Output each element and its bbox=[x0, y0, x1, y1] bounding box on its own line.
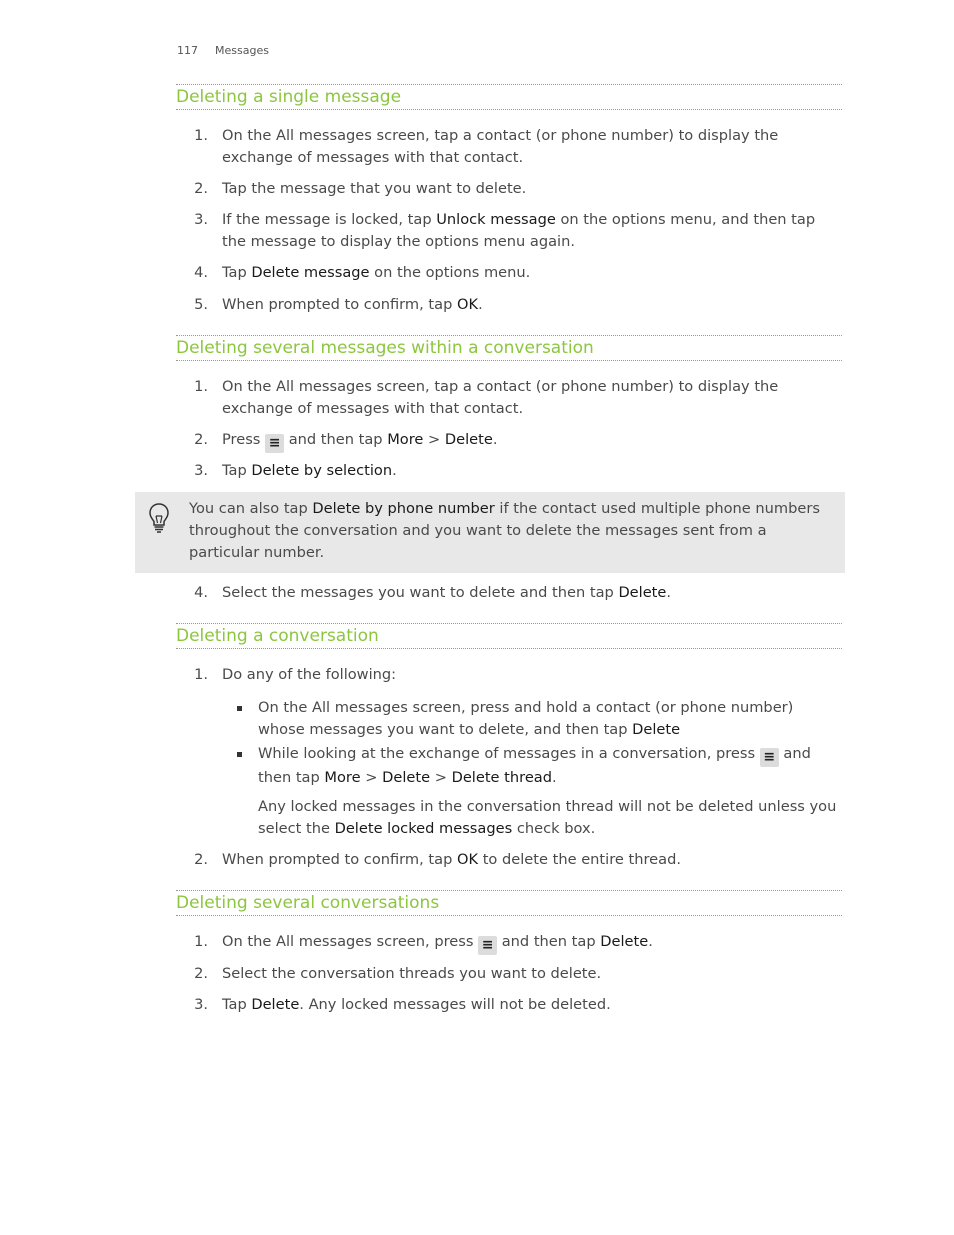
note-text: Any locked messages in the conversation thread will not be deleted unless you select the Delete locked messages check box. bbox=[258, 798, 837, 837]
list-item bbox=[176, 209, 842, 253]
step-number: 1. bbox=[194, 378, 208, 395]
step-number: 2. bbox=[194, 965, 208, 982]
step-text: Tap Delete. Any locked messages will not be deleted. bbox=[222, 996, 611, 1013]
ui-term: Delete bbox=[251, 996, 300, 1013]
ui-term: Unlock message bbox=[436, 211, 556, 228]
menu-key-icon: ≡ bbox=[478, 936, 497, 955]
ui-term: More bbox=[387, 431, 424, 448]
step-number: 1. bbox=[194, 127, 208, 144]
step-text: Select the conversation threads you want to delete. bbox=[222, 965, 602, 982]
ui-term: More bbox=[324, 769, 361, 786]
ui-term: Delete by selection bbox=[251, 462, 393, 479]
note-paragraph bbox=[176, 796, 842, 840]
step-text: Select the messages you want to delete and then tap Delete. bbox=[222, 584, 672, 601]
step-number: 2. bbox=[194, 431, 208, 448]
step-text: On the All messages screen, tap a contact (or phone number) to display the exchange of messages with that contact. bbox=[222, 378, 779, 417]
bullet-item bbox=[176, 743, 842, 789]
ui-term: Delete bbox=[600, 933, 649, 950]
menu-key-icon: ≡ bbox=[760, 748, 779, 767]
step-number: 1. bbox=[194, 933, 208, 950]
section-title: Deleting a single message bbox=[176, 84, 842, 110]
ui-term: OK bbox=[457, 851, 479, 868]
list-item bbox=[176, 931, 842, 955]
section-deleting-several-messages bbox=[176, 335, 842, 361]
ui-term: Delete bbox=[382, 769, 431, 786]
list-item bbox=[176, 376, 842, 420]
list-item bbox=[176, 664, 842, 686]
tip-text: You can also tap Delete by phone number if the contact used multiple phone numbers throughout the conversation and you want to delete the messages sent from a particular number. bbox=[189, 500, 820, 561]
menu-key-icon: ≡ bbox=[265, 434, 284, 453]
ui-term: Delete message bbox=[251, 264, 370, 281]
section-title: Deleting several messages within a conversation bbox=[176, 335, 842, 361]
list-item bbox=[176, 178, 842, 200]
chapter-name: Messages bbox=[215, 44, 269, 57]
list-item bbox=[176, 963, 842, 985]
ui-term: Delete bbox=[618, 584, 667, 601]
step-number: 4. bbox=[194, 584, 208, 601]
step-number: 3. bbox=[194, 211, 208, 228]
step-text: On the All messages screen, press ≡ and then tap Delete. bbox=[222, 933, 653, 953]
bullet-item bbox=[176, 697, 842, 741]
page-number: 117 bbox=[177, 44, 198, 57]
step-text: Do any of the following: bbox=[222, 666, 397, 683]
section-title: Deleting a conversation bbox=[176, 623, 842, 649]
step-number: 1. bbox=[194, 666, 208, 683]
step-text: Tap the message that you want to delete. bbox=[222, 180, 527, 197]
ui-term: Delete bbox=[632, 721, 681, 738]
step-text: Tap Delete message on the options menu. bbox=[222, 264, 531, 281]
bullet-text: While looking at the exchange of messages in a conversation, press ≡ and then tap More > Delete > Delete thread. bbox=[258, 745, 811, 786]
ui-term: OK bbox=[457, 296, 479, 313]
section-deleting-single-message bbox=[176, 84, 842, 110]
list-item bbox=[176, 125, 842, 169]
section-deleting-conversation bbox=[176, 623, 842, 649]
section-title: Deleting several conversations bbox=[176, 890, 842, 916]
step-number: 4. bbox=[194, 264, 208, 281]
step-number: 2. bbox=[194, 180, 208, 197]
step-text: Press ≡ and then tap More > Delete. bbox=[222, 431, 498, 451]
list-item bbox=[176, 460, 842, 482]
list-item bbox=[176, 429, 842, 453]
step-number: 2. bbox=[194, 851, 208, 868]
tip-box bbox=[135, 492, 845, 573]
step-text: If the message is locked, tap Unlock message on the options menu, and then tap the message to display the options menu again. bbox=[222, 211, 816, 250]
ui-term: Delete locked messages bbox=[334, 820, 513, 837]
bullet-icon bbox=[237, 706, 242, 711]
step-text: When prompted to confirm, tap OK to delete the entire thread. bbox=[222, 851, 681, 868]
list-item bbox=[176, 294, 842, 316]
section-deleting-several-conversations bbox=[176, 890, 842, 916]
bullet-icon bbox=[237, 752, 242, 757]
ui-term: Delete thread bbox=[451, 769, 553, 786]
step-text: On the All messages screen, tap a contact (or phone number) to display the exchange of messages with that contact. bbox=[222, 127, 779, 166]
running-head bbox=[177, 44, 269, 57]
lightbulb-icon bbox=[147, 502, 171, 534]
ui-term: Delete bbox=[444, 431, 493, 448]
step-text: Tap Delete by selection. bbox=[222, 462, 397, 479]
list-item bbox=[176, 582, 842, 604]
step-number: 5. bbox=[194, 296, 208, 313]
list-item bbox=[176, 994, 842, 1016]
ui-term: Delete by phone number bbox=[312, 500, 495, 517]
step-number: 3. bbox=[194, 462, 208, 479]
list-item bbox=[176, 849, 842, 871]
step-text: When prompted to confirm, tap OK. bbox=[222, 296, 483, 313]
list-item bbox=[176, 262, 842, 284]
bullet-text: On the All messages screen, press and hold a contact (or phone number) whose messages you want to delete, and then tap Delete bbox=[258, 699, 794, 738]
step-number: 3. bbox=[194, 996, 208, 1013]
